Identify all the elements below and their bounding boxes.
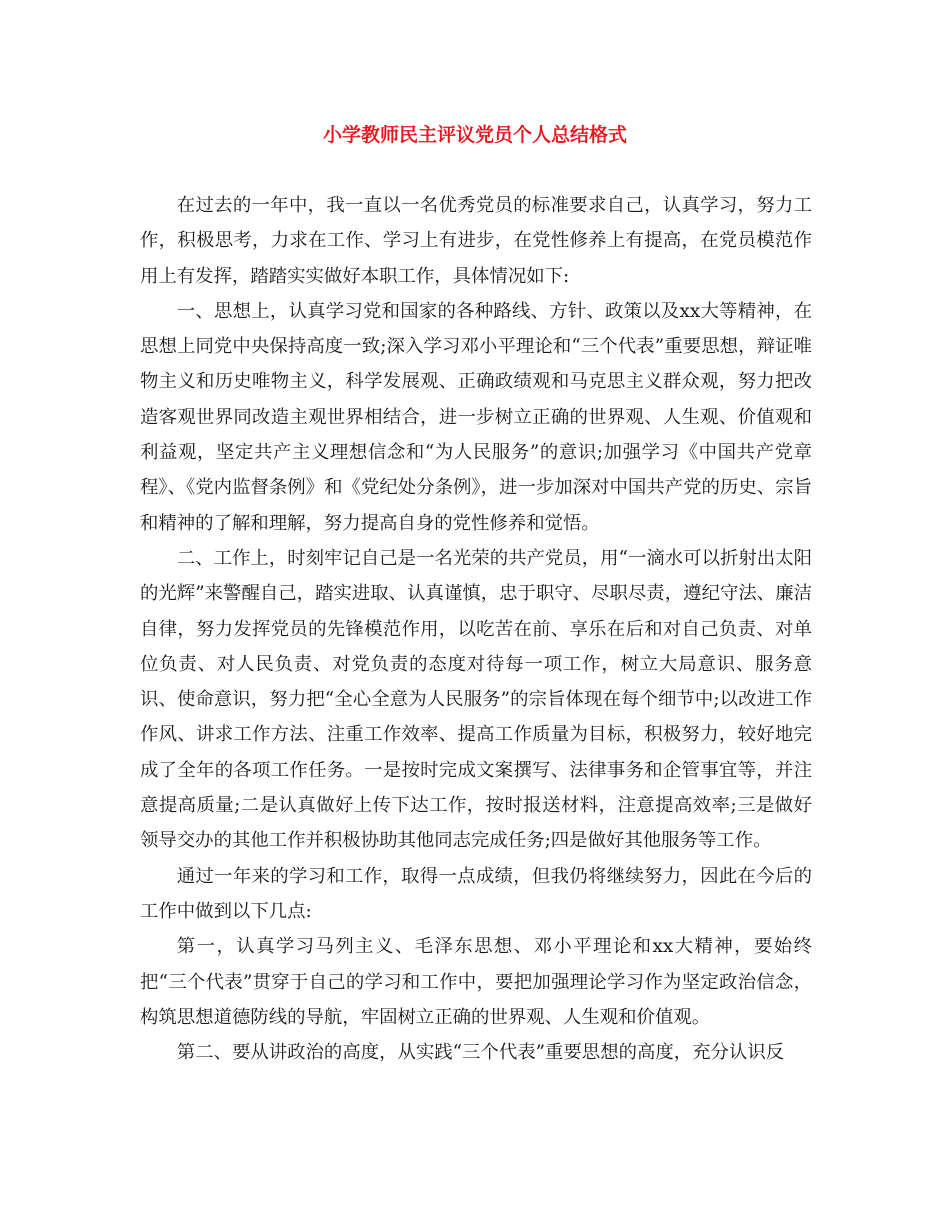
paragraph-summary: 通过一年来的学习和工作，取得一点成绩，但我仍将继续努力，因此在今后的工作中做到以下几点: xyxy=(140,865,812,922)
paragraph-work: 二、工作上，时刻牢记自己是一名光荣的共产党员，用“一滴水可以折射出太阳的光辉”来警醒自己，踏实进取、认真谨慎，忠于职守、尽职尽责，遵纪守法、廉洁自律，努力发挥党员的先锋模范作用，以吃苦在前、享乐在后和对自己负责、对单位负责、对人民负责、对党负责的态度对待每一项工作，树立大局意识、服务意识、使命意识，努力把“全心全意为人民服务”的宗旨体现在每个细节中;以改进工作作风、讲求工作方法、注重工作效率、提高工作质量为目标，积极努力，较好地完成了全年的各项工作任务。一是按时完成文案撰写、法律事务和企管事宜等，并注意提高质量;二是认真做好上传下达工作，按时报送材料，注意提高效率;三是做好领导交办的其他工作并积极协助其他同志完成任务;四是做好其他服务等工作。 xyxy=(140,547,812,852)
paragraph-point-two: 第二、要从讲政治的高度，从实践“三个代表”重要思想的高度，充分认识反 xyxy=(176,1042,785,1064)
paragraph-ideology: 一、思想上，认真学习党和国家的各种路线、方针、政策以及xx大等精神，在思想上同党中央保持高度一致;深入学习邓小平理论和“三个代表”重要思想，辩证唯物主义和历史唯物主义，科学发展观、正确政绩观和马克思主义群众观，努力把改造客观世界同改造主观世界相结合，进一步树立正确的世界观、人生观、价值观和利益观，坚定共产主义理想信念和“为人民服务”的意识;加强学习《中国共产党章程》、《党内监督条例》和《党纪处分条例》，进一步加深对中国共产党的历史、宗旨和精神的了解和理解，努力提高自身的党性修养和觉悟。 xyxy=(140,300,812,534)
document-title: 小学教师民主评议党员个人总结格式 xyxy=(322,124,627,146)
paragraph-point-one: 第一，认真学习马列主义、毛泽东思想、邓小平理论和xx大精神，要始终把“三个代表”贯穿于自己的学习和工作中，要把加强理论学习作为坚定政治信念，构筑思想道德防线的导航，牢固树立正确的世界观、人生观和价值观。 xyxy=(140,936,812,1028)
document-body xyxy=(140,188,812,1070)
paragraph-intro: 在过去的一年中，我一直以一名优秀党员的标准要求自己，认真学习，努力工作，积极思考，力求在工作、学习上有进步，在党性修养上有提高，在党员模范作用上有发挥，踏踏实实做好本职工作，具体情况如下: xyxy=(140,195,812,287)
